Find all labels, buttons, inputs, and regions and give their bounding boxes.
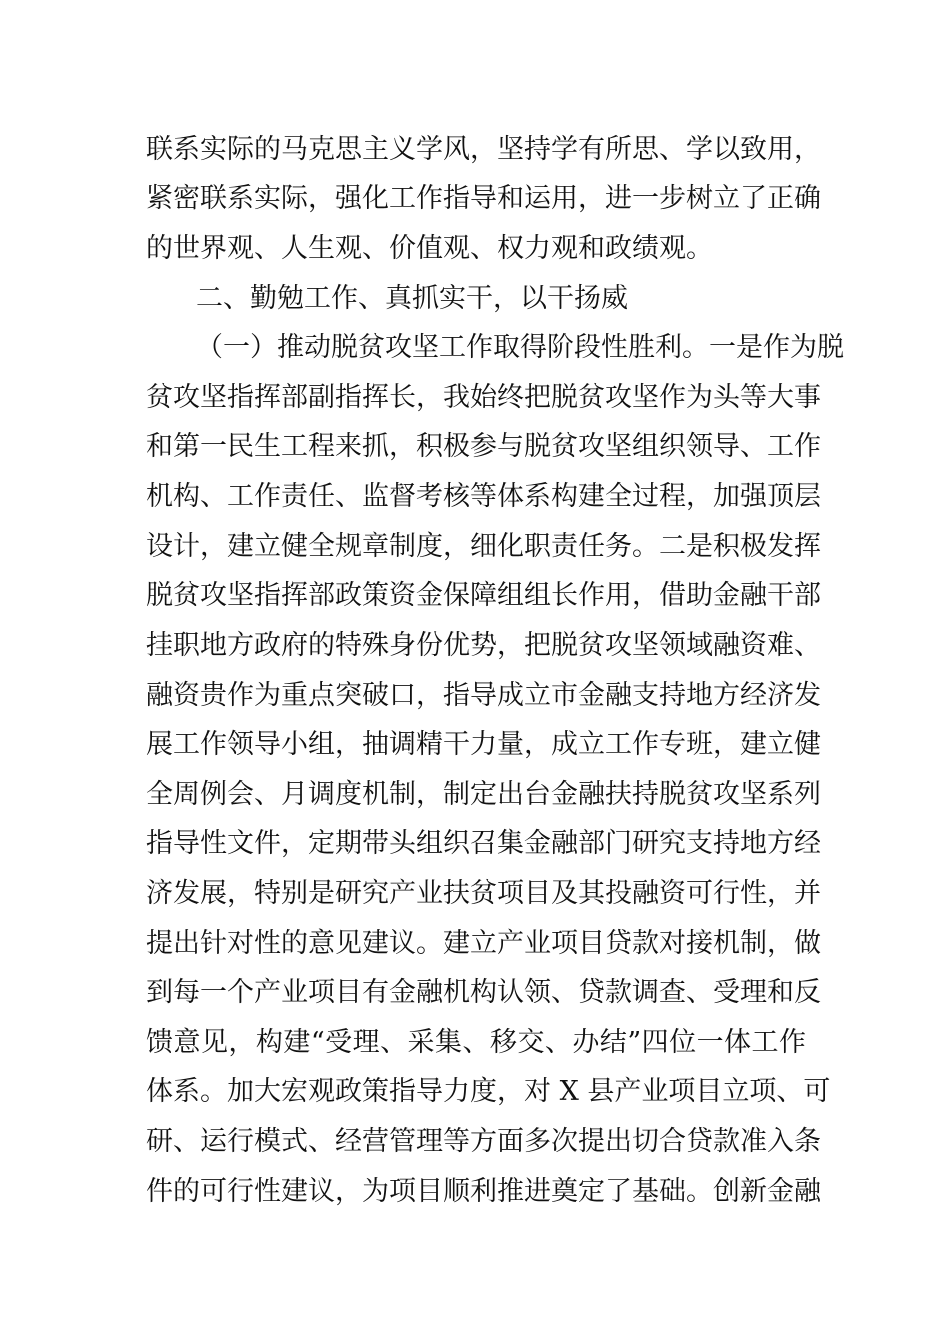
body-text-line: 和第一民生工程来抓，积极参与脱贫攻坚组织领导、工作: [146, 431, 821, 462]
body-text-line: 全周例会、月调度机制，制定出台金融扶持脱贫攻坚系列: [146, 779, 821, 810]
body-text-line: 馈意见，构建“受理、采集、移交、办结”四位一体工作: [146, 1027, 806, 1058]
body-text-line: 设计，建立健全规章制度，细化职责任务。二是积极发挥: [146, 531, 821, 562]
body-text-line: 济发展，特别是研究产业扶贫项目及其投融资可行性，并: [146, 878, 821, 909]
body-text-line: 体系。加大宏观政策指导力度，对 X 县产业项目立项、可: [146, 1076, 831, 1107]
body-text-line: 联系实际的马克思主义学风，坚持学有所思、学以致用，: [146, 134, 821, 165]
body-text-line: 到每一个产业项目有金融机构认领、贷款调查、受理和反: [146, 977, 821, 1008]
body-text-line: 融资贵作为重点突破口，指导成立市金融支持地方经济发: [146, 680, 821, 711]
body-text-line: 提出针对性的意见建议。建立产业项目贷款对接机制，做: [146, 928, 821, 959]
body-text-line: 脱贫攻坚指挥部政策资金保障组组长作用，借助金融干部: [146, 580, 821, 611]
body-text-line: 贫攻坚指挥部副指挥长，我始终把脱贫攻坚作为头等大事: [146, 382, 821, 413]
body-text-line: 件的可行性建议，为项目顺利推进奠定了基础。创新金融: [146, 1176, 821, 1207]
body-text-line: 研、运行模式、经营管理等方面多次提出切合贷款准入条: [146, 1126, 821, 1157]
section-heading: 二、勤勉工作、真抓实干，以干扬威: [196, 283, 628, 314]
body-text-line: 紧密联系实际，强化工作指导和运用，进一步树立了正确: [146, 183, 821, 214]
body-text-line: 的世界观、人生观、价值观、权力观和政绩观。: [146, 233, 713, 264]
body-text-line: 机构、工作责任、监督考核等体系构建全过程，加强顶层: [146, 481, 821, 512]
body-text-line: 挂职地方政府的特殊身份优势，把脱贫攻坚领域融资难、: [146, 630, 821, 661]
body-text-line: 展工作领导小组，抽调精干力量，成立工作专班，建立健: [146, 729, 821, 760]
subsection-heading-line: （一）推动脱贫攻坚工作取得阶段性胜利。一是作为脱: [196, 332, 844, 363]
body-text-line: 指导性文件，定期带头组织召集金融部门研究支持地方经: [146, 828, 821, 859]
